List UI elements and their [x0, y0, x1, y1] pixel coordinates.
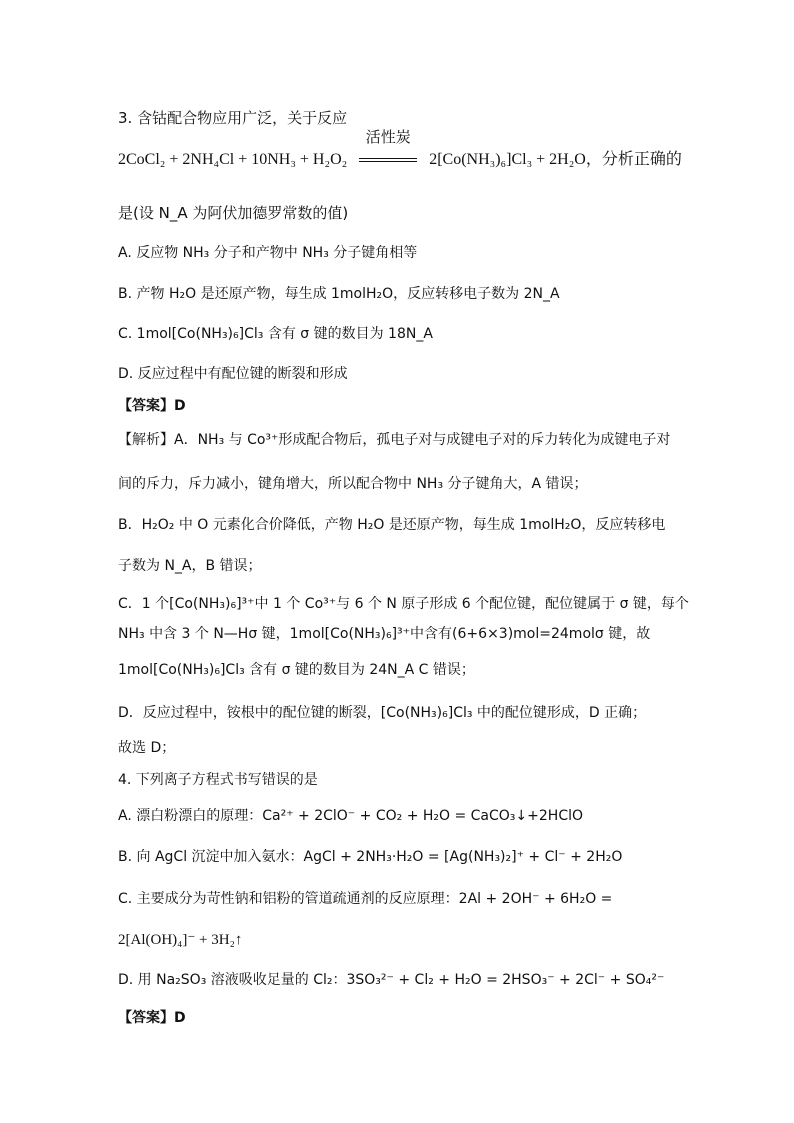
q3-explanation-8: D．反应过程中，铵根中的配位键的断裂，[Co(NH₃)₆]Cl₃ 中的配位键形成，D 正确； [118, 705, 647, 721]
q3-option-b: B. 产物 H₂O 是还原产物，每生成 1molH₂O，反应转移电子数为 2N_A [118, 286, 560, 302]
q4-option-b: B. 向 AgCl 沉淀中加入氨水：AgCl + 2NH₃·H₂O = [Ag(NH₃)₂]⁺ + Cl⁻ + 2H₂O [118, 849, 623, 865]
q4-option-a: A. 漂白粉漂白的原理：Ca²⁺ + 2ClO⁻ + CO₂ + H₂O = CaCO₃↓+2HClO [118, 808, 584, 824]
q4-answer: 【答案】D [118, 1010, 186, 1026]
q3-explanation-6: NH₃ 中含 3 个 N—Hσ 键，1mol[Co(NH₃)₆]³⁺中含有(6+6×3)mol=24molσ 键，故 [118, 626, 651, 642]
q3-explanation-4: 子数为 N_A，B 错误； [118, 558, 262, 574]
q3-equation-right: 2[Co(NH₃)₆]Cl₃ + 2H₂O，分析正确的 [429, 151, 682, 168]
q3-stem: 3. 含钴配合物应用广泛，关于反应 [118, 109, 348, 127]
q3-answer: 【答案】D [118, 398, 186, 414]
q3-reaction-arrow [357, 130, 419, 170]
q3-catalyst: 活性炭 [365, 130, 411, 146]
q3-explanation-3: B．H₂O₂ 中 O 元素化合价降低，产物 H₂O 是还原产物，每生成 1molH₂O，反应转移电 [118, 517, 666, 533]
q3-explanation-2: 间的斥力，斥力减小，键角增大，所以配合物中 NH₃ 分子键角大，A 错误； [118, 476, 588, 492]
q3-option-a: A. 反应物 NH₃ 分子和产物中 NH₃ 分子键角相等 [118, 245, 418, 261]
q3-stem-cont: 是(设 N_A 为阿伏加德罗常数的值) [118, 204, 349, 222]
q3-option-d: D. 反应过程中有配位键的断裂和形成 [118, 366, 348, 382]
q3-equation [118, 130, 682, 170]
q4-option-c: C. 主要成分为苛性钠和铝粉的管道疏通剂的反应原理：2Al + 2OH⁻ + 6H₂O = [118, 891, 613, 907]
q3-explanation-7: 1mol[Co(NH₃)₆]Cl₃ 含有 σ 键的数目为 24N_A C 错误； [118, 662, 475, 678]
q3-explanation-5: C．1 个[Co(NH₃)₆]³⁺中 1 个 Co³⁺与 6 个 N 原子形成 6 个配位键，配位键属于 σ 键，每个 [118, 596, 689, 612]
q3-explanation-9: 故选 D； [118, 740, 176, 756]
q4-option-d: D. 用 Na₂SO₃ 溶液吸收足量的 Cl₂：3SO₃²⁻ + Cl₂ + H₂O = 2HSO₃⁻ + 2Cl⁻ + SO₄²⁻ [118, 972, 665, 988]
q4-stem: 4. 下列离子方程式书写错误的是 [118, 772, 318, 788]
q3-explanation-1: 【解析】A．NH₃ 与 Co³⁺形成配合物后，孤电子对与成键电子对的斥力转化为成键电子对 [118, 432, 671, 448]
q3-equation-left: 2CoCl₂ + 2NH₄Cl + 10NH₃ + H₂O₂ [118, 151, 348, 168]
q4-option-c-cont: 2[Al(OH)₄]⁻ + 3H₂↑ [118, 932, 243, 948]
q3-option-c: C. 1mol[Co(NH₃)₆]Cl₃ 含有 σ 键的数目为 18N_A [118, 326, 433, 342]
